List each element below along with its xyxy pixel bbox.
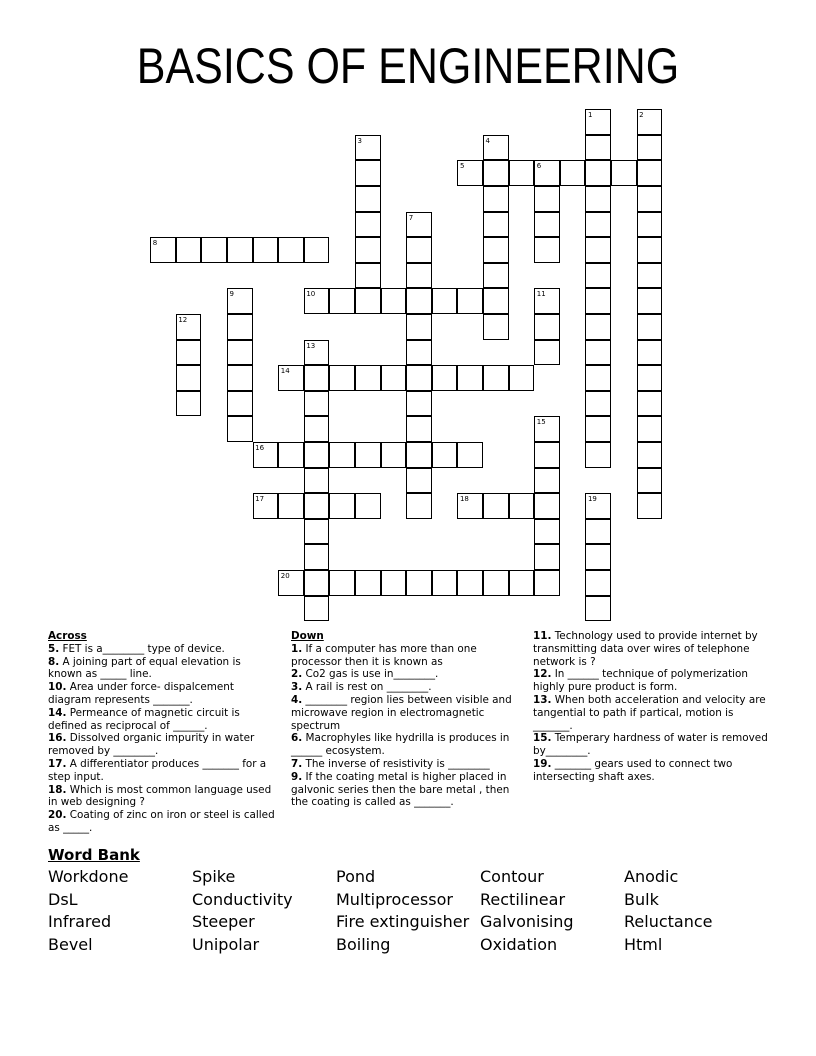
clue-text: If a computer has more than one processor then it is known as	[291, 642, 477, 668]
grid-cell[interactable]	[534, 570, 560, 596]
clue-number: 8	[152, 239, 158, 248]
grid-cell[interactable]	[329, 570, 355, 596]
word-bank-item: Galvonising	[480, 912, 574, 932]
down-heading: Down	[291, 630, 324, 642]
grid-cell[interactable]	[406, 263, 432, 289]
word-bank-item: Reluctance	[624, 912, 713, 932]
grid-cell[interactable]	[253, 442, 279, 468]
grid-cell[interactable]	[176, 314, 202, 340]
grid-cell[interactable]	[432, 288, 458, 314]
grid-cell[interactable]	[329, 493, 355, 519]
grid-cell[interactable]	[637, 237, 663, 263]
grid-cell[interactable]	[406, 442, 432, 468]
clue-num: 9.	[291, 770, 303, 783]
down-clue	[533, 758, 773, 784]
page-title: BASICS OF ENGINEERING	[136, 38, 680, 94]
grid-cell[interactable]	[329, 288, 355, 314]
word-bank-item: Fire extinguisher	[336, 912, 470, 932]
clue-number: 1	[587, 111, 593, 120]
grid-cell[interactable]	[304, 519, 330, 545]
clue-number: 12	[178, 316, 188, 325]
grid-cell[interactable]	[381, 365, 407, 391]
word-bank-item: Bevel	[48, 934, 93, 954]
word-bank-item: Boiling	[336, 934, 391, 954]
clue-num: 17.	[48, 757, 67, 770]
down-clue	[291, 643, 523, 669]
grid-cell[interactable]	[483, 314, 509, 340]
clue-text: Temperary hardness of water is removed by________.	[533, 732, 768, 758]
grid-cell[interactable]	[304, 468, 330, 494]
grid-cell[interactable]	[585, 570, 611, 596]
grid-cell[interactable]	[509, 160, 535, 186]
grid-cell[interactable]	[432, 365, 458, 391]
grid-cell[interactable]	[585, 416, 611, 442]
grid-cell[interactable]	[534, 288, 560, 314]
grid-cell[interactable]	[227, 340, 253, 366]
grid-cell[interactable]	[406, 416, 432, 442]
clue-text: Technology used to provide internet by transmitting data over wires of telephone network is ?	[533, 630, 758, 668]
grid-cell[interactable]	[176, 237, 202, 263]
word-bank-item: Oxidation	[480, 934, 558, 954]
clue-text: Which is most common language used in web designing ?	[48, 783, 272, 809]
down-clues-continued	[533, 630, 773, 784]
clue-text: Co2 gas is use in________.	[302, 668, 439, 681]
grid-cell[interactable]	[560, 160, 586, 186]
grid-cell[interactable]	[637, 468, 663, 494]
clue-text: If the coating metal is higher placed in galvonic series then the bare metal , then the coating is called as _______.	[291, 770, 510, 809]
grid-cell[interactable]	[585, 314, 611, 340]
grid-cell[interactable]	[253, 237, 279, 263]
grid-cell[interactable]	[509, 365, 535, 391]
grid-cell[interactable]	[585, 288, 611, 314]
clue-num: 16.	[48, 732, 67, 745]
grid-cell[interactable]	[381, 442, 407, 468]
clue-text: Macrophyles like hydrilla is produces in ______ ecosystem.	[291, 732, 510, 758]
grid-cell[interactable]	[637, 416, 663, 442]
word-bank-item: Bulk	[624, 889, 659, 909]
clue-number: 16	[255, 444, 265, 453]
clue-text: Coating of zinc on iron or steel is called as _____.	[48, 809, 275, 834]
clue-num: 20.	[48, 809, 67, 822]
clue-number: 11	[536, 290, 546, 299]
clue-number: 7	[408, 213, 414, 222]
grid-cell[interactable]	[176, 340, 202, 366]
grid-cell[interactable]	[355, 237, 381, 263]
down-clue	[291, 771, 523, 809]
grid-cell[interactable]	[483, 288, 509, 314]
word-bank-item: Spike	[192, 867, 236, 886]
grid-cell[interactable]	[534, 468, 560, 494]
grid-cell[interactable]	[432, 442, 458, 468]
grid-cell[interactable]	[585, 365, 611, 391]
clue-text: _______ gears used to connect two intersecting shaft axes.	[533, 757, 733, 783]
grid-cell[interactable]	[585, 340, 611, 366]
word-bank-item: Unipolar	[192, 934, 260, 954]
grid-cell[interactable]	[355, 263, 381, 289]
grid-cell[interactable]	[329, 442, 355, 468]
grid-cell[interactable]	[278, 442, 304, 468]
grid-cell[interactable]	[637, 288, 663, 314]
grid-cell[interactable]	[534, 160, 560, 186]
grid-cell[interactable]	[355, 288, 381, 314]
grid-cell[interactable]	[278, 493, 304, 519]
down-clue	[291, 681, 523, 694]
clue-number: 10	[306, 290, 316, 299]
grid-cell[interactable]	[585, 493, 611, 519]
grid-cell[interactable]	[534, 519, 560, 545]
grid-cell[interactable]	[150, 237, 176, 263]
clue-num: 15.	[533, 732, 552, 745]
grid-cell[interactable]	[585, 442, 611, 468]
grid-cell[interactable]	[534, 442, 560, 468]
grid-cell[interactable]	[585, 109, 611, 135]
clue-text: A joining part of equal elevation is known as _____ line.	[48, 655, 241, 681]
clue-number: 3	[357, 136, 363, 145]
grid-cell[interactable]	[637, 391, 663, 417]
down-clue	[533, 694, 773, 732]
grid-cell[interactable]	[304, 596, 330, 622]
clue-number: 19	[587, 495, 597, 504]
word-bank	[48, 866, 788, 956]
grid-cell[interactable]	[355, 570, 381, 596]
grid-cell[interactable]	[534, 493, 560, 519]
down-clue	[533, 630, 773, 668]
grid-cell[interactable]	[637, 212, 663, 238]
grid-cell[interactable]	[406, 365, 432, 391]
clue-number: 18	[459, 495, 469, 504]
grid-cell[interactable]	[637, 263, 663, 289]
clue-text: When both acceleration and velocity are tangential to path if partical, motion is _______.	[533, 693, 766, 732]
down-clue	[533, 668, 773, 694]
grid-cell[interactable]	[278, 237, 304, 263]
across-clue	[48, 656, 276, 682]
grid-cell[interactable]	[483, 186, 509, 212]
grid-cell[interactable]	[483, 570, 509, 596]
grid-cell[interactable]	[457, 493, 483, 519]
grid-cell[interactable]	[509, 570, 535, 596]
word-bank-item: Infrared	[48, 912, 112, 932]
grid-cell[interactable]	[278, 365, 304, 391]
grid-cell[interactable]	[457, 365, 483, 391]
grid-cell[interactable]	[355, 442, 381, 468]
clue-num: 10.	[48, 681, 67, 694]
grid-cell[interactable]	[227, 237, 253, 263]
grid-cell[interactable]	[304, 570, 330, 596]
grid-cell[interactable]	[304, 416, 330, 442]
grid-cell[interactable]	[637, 442, 663, 468]
grid-cell[interactable]	[585, 186, 611, 212]
down-clue	[291, 732, 523, 758]
clue-number: 13	[306, 341, 316, 350]
grid-cell[interactable]	[637, 135, 663, 161]
clue-num: 7.	[291, 757, 303, 770]
grid-cell[interactable]	[534, 340, 560, 366]
grid-cell[interactable]	[457, 288, 483, 314]
clue-text: A differentiator produces _______ for a step input.	[48, 757, 267, 783]
down-clues	[291, 630, 523, 809]
clue-number: 14	[280, 367, 290, 376]
clue-number: 6	[536, 162, 542, 171]
grid-cell[interactable]	[406, 340, 432, 366]
grid-cell[interactable]	[201, 237, 227, 263]
grid-cell[interactable]	[457, 570, 483, 596]
grid-cell[interactable]	[457, 442, 483, 468]
clue-number: 15	[536, 418, 546, 427]
grid-cell[interactable]	[483, 160, 509, 186]
clue-num: 6.	[291, 732, 303, 745]
grid-cell[interactable]	[585, 596, 611, 622]
grid-cell[interactable]	[509, 493, 535, 519]
grid-cell[interactable]	[585, 212, 611, 238]
grid-cell[interactable]	[406, 237, 432, 263]
grid-cell[interactable]	[304, 493, 330, 519]
word-bank-item: Html	[624, 934, 663, 954]
across-clue	[48, 732, 276, 758]
grid-cell[interactable]	[355, 365, 381, 391]
grid-cell[interactable]	[227, 416, 253, 442]
grid-cell[interactable]	[227, 365, 253, 391]
grid-cell[interactable]	[406, 391, 432, 417]
word-bank-item: Anodic	[624, 867, 679, 886]
across-clue	[48, 758, 276, 784]
clue-num: 13.	[533, 693, 552, 706]
grid-cell[interactable]	[534, 314, 560, 340]
grid-cell[interactable]	[483, 237, 509, 263]
across-clue	[48, 784, 276, 810]
grid-cell[interactable]	[176, 365, 202, 391]
clue-text: Permeance of magnetic circuit is defined as reciprocal of ______.	[48, 706, 240, 732]
grid-cell[interactable]	[585, 160, 611, 186]
clue-num: 14.	[48, 706, 67, 719]
word-bank-item: Multiprocessor	[336, 889, 453, 909]
grid-cell[interactable]	[611, 160, 637, 186]
grid-cell[interactable]	[329, 365, 355, 391]
grid-cell[interactable]	[355, 160, 381, 186]
grid-cell[interactable]	[534, 212, 560, 238]
grid-cell[interactable]	[483, 212, 509, 238]
clue-text: ________ region lies between visible and microwave region in electromagnetic spectrum	[291, 693, 512, 732]
clue-number: 4	[485, 136, 491, 145]
across-clue	[48, 809, 276, 835]
grid-cell[interactable]	[585, 135, 611, 161]
grid-cell[interactable]	[227, 288, 253, 314]
grid-cell[interactable]	[406, 212, 432, 238]
down-clue	[291, 668, 523, 681]
grid-cell[interactable]	[585, 391, 611, 417]
grid-cell[interactable]	[355, 186, 381, 212]
grid-cell[interactable]	[483, 263, 509, 289]
grid-cell[interactable]	[585, 519, 611, 545]
word-bank-item: Conductivity	[192, 889, 293, 909]
grid-cell[interactable]	[304, 365, 330, 391]
clue-num: 3.	[291, 681, 303, 694]
grid-cell[interactable]	[585, 263, 611, 289]
grid-cell[interactable]	[381, 570, 407, 596]
grid-cell[interactable]	[381, 288, 407, 314]
clue-num: 11.	[533, 630, 552, 642]
grid-cell[interactable]	[483, 365, 509, 391]
grid-cell[interactable]	[637, 493, 663, 519]
clue-number: 20	[280, 572, 290, 581]
crossword-grid	[151, 110, 671, 630]
grid-cell[interactable]	[253, 493, 279, 519]
grid-cell[interactable]	[637, 109, 663, 135]
grid-cell[interactable]	[534, 237, 560, 263]
grid-cell[interactable]	[406, 493, 432, 519]
clue-text: In ______ technique of polymerization highly pure product is form.	[533, 668, 748, 694]
grid-cell[interactable]	[355, 135, 381, 161]
grid-cell[interactable]	[355, 212, 381, 238]
grid-cell[interactable]	[534, 416, 560, 442]
grid-cell[interactable]	[176, 391, 202, 417]
word-bank-heading: Word Bank	[48, 846, 140, 864]
grid-cell[interactable]	[637, 314, 663, 340]
grid-cell[interactable]	[304, 340, 330, 366]
grid-cell[interactable]	[406, 314, 432, 340]
grid-cell[interactable]	[637, 160, 663, 186]
clue-num: 19.	[533, 757, 552, 770]
clue-number: 9	[229, 290, 235, 299]
grid-cell[interactable]	[457, 160, 483, 186]
grid-cell[interactable]	[406, 570, 432, 596]
grid-cell[interactable]	[304, 544, 330, 570]
grid-cell[interactable]	[406, 468, 432, 494]
word-bank-item: Pond	[336, 867, 376, 886]
clue-num: 5.	[48, 642, 60, 655]
clue-text: Dissolved organic impurity in water removed by ________.	[48, 732, 255, 758]
clue-num: 8.	[48, 655, 60, 668]
word-bank-item: Contour	[480, 867, 544, 886]
grid-cell[interactable]	[585, 544, 611, 570]
clue-text: Area under force- dispalcement diagram represents _______.	[48, 681, 234, 706]
grid-cell[interactable]	[483, 493, 509, 519]
grid-cell[interactable]	[355, 493, 381, 519]
clue-num: 2.	[291, 668, 303, 681]
clue-num: 12.	[533, 668, 552, 681]
clue-text: The inverse of resistivity is ________	[302, 757, 490, 770]
grid-cell[interactable]	[278, 570, 304, 596]
grid-cell[interactable]	[585, 237, 611, 263]
down-clue	[533, 732, 773, 758]
clue-text: FET is a________ type of device.	[59, 642, 225, 655]
grid-cell[interactable]	[227, 391, 253, 417]
clue-text: A rail is rest on ________.	[302, 681, 432, 694]
across-clue	[48, 707, 276, 733]
grid-cell[interactable]	[637, 340, 663, 366]
word-bank-item: Steeper	[192, 912, 255, 932]
across-clue	[48, 643, 276, 656]
grid-cell[interactable]	[304, 391, 330, 417]
down-clue	[291, 694, 523, 732]
grid-cell[interactable]	[637, 365, 663, 391]
clue-num: 4.	[291, 693, 303, 706]
down-clue	[291, 758, 523, 771]
word-bank-item: Rectilinear	[480, 889, 566, 909]
clue-number: 5	[459, 162, 465, 171]
across-clue	[48, 681, 276, 707]
grid-cell[interactable]	[304, 288, 330, 314]
clue-num: 18.	[48, 783, 67, 796]
grid-cell[interactable]	[304, 442, 330, 468]
grid-cell[interactable]	[637, 186, 663, 212]
grid-cell[interactable]	[432, 570, 458, 596]
grid-cell[interactable]	[304, 237, 330, 263]
word-bank-item: DsL	[48, 889, 78, 909]
word-bank-item: Workdone	[48, 867, 129, 886]
across-heading: Across	[48, 630, 87, 642]
grid-cell[interactable]	[227, 314, 253, 340]
clue-number: 17	[255, 495, 265, 504]
across-clues	[48, 630, 276, 835]
clue-num: 1.	[291, 642, 303, 655]
clue-number: 2	[639, 111, 644, 120]
grid-cell[interactable]	[406, 288, 432, 314]
grid-cell[interactable]	[534, 544, 560, 570]
grid-cell[interactable]	[483, 135, 509, 161]
grid-cell[interactable]	[534, 186, 560, 212]
